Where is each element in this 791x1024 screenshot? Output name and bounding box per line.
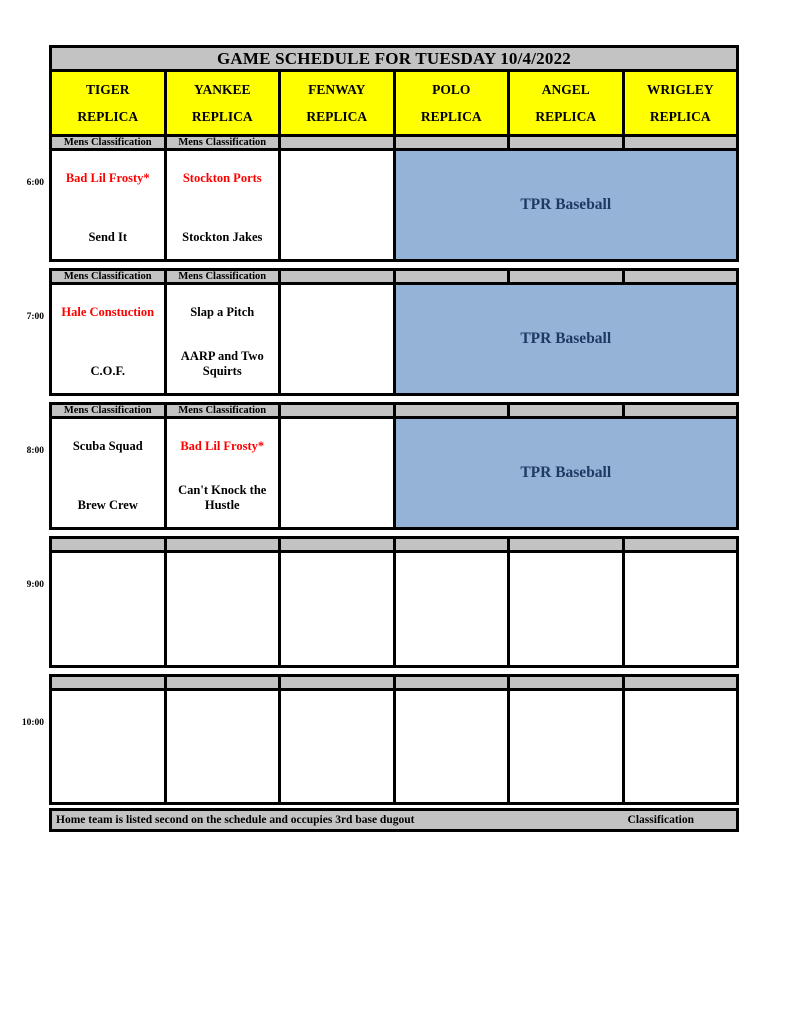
time-label-8: 8:00 <box>26 446 44 456</box>
home-team: AARP and Two Squirts <box>180 349 264 378</box>
game-cell-7-tiger <box>51 284 166 395</box>
empty-game-cell <box>280 690 395 804</box>
field-header-row <box>51 71 738 136</box>
classification-strip-cell <box>509 538 624 552</box>
home-team: Stockton Jakes <box>182 230 263 244</box>
field-suffix: REPLICA <box>306 108 368 124</box>
time-label-6: 6:00 <box>26 178 44 188</box>
footer-classification-label: Classification <box>627 814 694 826</box>
game-cell-6-yankee <box>165 150 280 261</box>
classification-strip-cell <box>394 270 509 284</box>
field-header-yankee <box>165 71 280 136</box>
home-team: Brew Crew <box>77 498 138 512</box>
classification-strip-cell <box>280 270 395 284</box>
field-suffix: REPLICA <box>420 108 482 124</box>
away-team: Stockton Ports <box>182 171 262 185</box>
classification-strip-cell <box>394 676 509 690</box>
classification-strip-cell: Mens Classification <box>165 404 280 418</box>
empty-game-cell <box>623 552 738 667</box>
game-cell-6-fenway <box>280 150 395 261</box>
field-name: YANKEE <box>193 81 251 97</box>
game-cell-8-fenway <box>280 418 395 529</box>
schedule-table-top <box>49 45 739 262</box>
game-cell-7-yankee <box>165 284 280 395</box>
field-suffix: REPLICA <box>535 108 597 124</box>
classification-strip-cell <box>51 538 166 552</box>
game-row-8 <box>51 418 738 529</box>
game-row-6 <box>51 150 738 261</box>
classification-strip-cell: Mens Classification <box>51 136 166 150</box>
classification-strip-cell <box>623 676 738 690</box>
classification-strip-cell <box>280 676 395 690</box>
field-header-fenway <box>280 71 395 136</box>
classification-strip-cell <box>165 538 280 552</box>
classification-strip-cell <box>509 270 624 284</box>
classification-strip-cell <box>280 538 395 552</box>
away-team: Hale Constuction <box>61 305 155 319</box>
field-suffix: REPLICA <box>77 108 139 124</box>
page-title: GAME SCHEDULE FOR TUESDAY 10/4/2022 <box>51 47 738 71</box>
field-name: POLO <box>432 81 471 97</box>
classification-strip-cell <box>165 676 280 690</box>
classification-strip-cell <box>51 676 166 690</box>
field-suffix: REPLICA <box>649 108 711 124</box>
game-cell-7-fenway <box>280 284 395 395</box>
empty-game-cell <box>165 552 280 667</box>
tpr-baseball-cell-6: TPR Baseball <box>394 150 738 261</box>
tpr-baseball-cell-7: TPR Baseball <box>394 284 738 395</box>
classification-strip-cell <box>394 404 509 418</box>
home-team: C.O.F. <box>90 364 126 378</box>
empty-game-cell <box>165 690 280 804</box>
field-header-angel <box>509 71 624 136</box>
classification-strip-cell <box>394 136 509 150</box>
away-team: Bad Lil Frosty* <box>65 171 150 185</box>
classification-strip-row-10 <box>51 676 738 690</box>
game-row-10 <box>51 690 738 804</box>
field-name: WRIGLEY <box>646 81 714 97</box>
empty-game-cell <box>623 690 738 804</box>
schedule-table-10 <box>49 674 739 805</box>
game-row-9 <box>51 552 738 667</box>
time-label-9: 9:00 <box>26 580 44 590</box>
game-cell-8-tiger <box>51 418 166 529</box>
empty-game-cell <box>394 552 509 667</box>
schedule-table-9 <box>49 536 739 668</box>
classification-strip-row-6 <box>51 136 738 150</box>
classification-strip-row-9 <box>51 538 738 552</box>
classification-strip-cell <box>623 270 738 284</box>
classification-strip-cell <box>509 676 624 690</box>
classification-strip-cell <box>623 404 738 418</box>
classification-strip-row-8 <box>51 404 738 418</box>
classification-strip-cell <box>509 136 624 150</box>
classification-strip-cell <box>509 404 624 418</box>
field-name: FENWAY <box>308 81 366 97</box>
empty-game-cell <box>51 690 166 804</box>
away-team: Slap a Pitch <box>190 305 255 319</box>
game-cell-6-tiger <box>51 150 166 261</box>
classification-strip-row-7 <box>51 270 738 284</box>
field-name: TIGER <box>85 81 130 97</box>
empty-game-cell <box>51 552 166 667</box>
schedule-table-8 <box>49 402 739 530</box>
time-label-10: 10:00 <box>21 718 44 728</box>
home-team: Can't Knock the Hustle <box>178 483 267 512</box>
classification-strip-cell <box>280 404 395 418</box>
away-team: Scuba Squad <box>72 439 143 453</box>
schedule-grid <box>49 45 739 832</box>
field-name: ANGEL <box>541 81 590 97</box>
classification-strip-cell <box>623 538 738 552</box>
classification-strip-cell <box>394 538 509 552</box>
empty-game-cell <box>280 552 395 667</box>
classification-strip-cell <box>623 136 738 150</box>
game-cell-8-yankee <box>165 418 280 529</box>
tpr-baseball-cell-8: TPR Baseball <box>394 418 738 529</box>
classification-strip-cell: Mens Classification <box>51 404 166 418</box>
footer-note: Home team is listed second on the schedule and occupies 3rd base dugout <box>56 814 415 826</box>
away-team: Bad Lil Frosty* <box>180 439 265 453</box>
empty-game-cell <box>509 690 624 804</box>
empty-game-cell <box>509 552 624 667</box>
schedule-table-7 <box>49 268 739 396</box>
empty-game-cell <box>394 690 509 804</box>
classification-strip-cell <box>280 136 395 150</box>
footer-note-bar <box>49 808 739 832</box>
classification-strip-cell: Mens Classification <box>165 270 280 284</box>
field-header-wrigley <box>623 71 738 136</box>
field-header-tiger <box>51 71 166 136</box>
home-team: Send It <box>88 230 128 244</box>
field-suffix: REPLICA <box>191 108 253 124</box>
field-header-polo <box>394 71 509 136</box>
time-label-7: 7:00 <box>26 312 44 322</box>
classification-strip-cell: Mens Classification <box>51 270 166 284</box>
game-row-7 <box>51 284 738 395</box>
classification-strip-cell: Mens Classification <box>165 136 280 150</box>
